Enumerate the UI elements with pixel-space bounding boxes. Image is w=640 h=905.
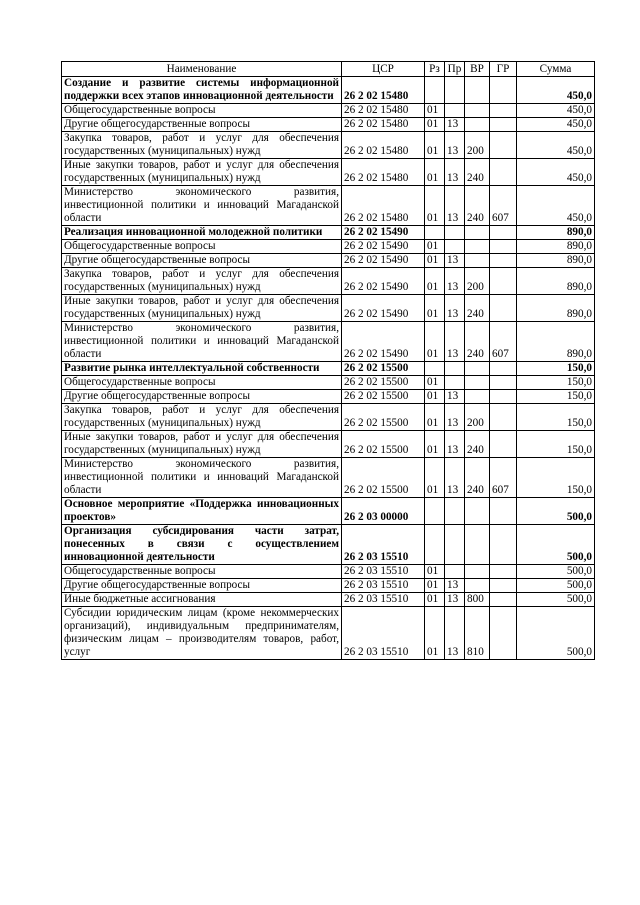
cell-vr: 240: [465, 431, 490, 458]
cell-vr: [465, 390, 490, 404]
budget-table: [61, 61, 595, 660]
table-row: [62, 458, 595, 498]
cell-rz: 01: [425, 404, 445, 431]
cell-rz: 01: [425, 159, 445, 186]
cell-rz: 01: [425, 268, 445, 295]
cell-rz: 01: [425, 458, 445, 498]
cell-csr: 26 2 02 15490: [342, 226, 425, 240]
cell-gr: [490, 607, 517, 660]
cell-sum: 150,0: [517, 458, 595, 498]
cell-name: Организация субсидирования части затрат, понесенных в связи с осуществлением инновационной деятельности: [62, 525, 342, 565]
cell-pr: 13: [445, 322, 465, 362]
cell-name: Министерство экономического развития, инвестиционной политики и инноваций Магаданской области: [62, 322, 342, 362]
cell-sum: 450,0: [517, 132, 595, 159]
cell-pr: [445, 376, 465, 390]
cell-pr: 13: [445, 159, 465, 186]
cell-sum: 450,0: [517, 104, 595, 118]
cell-csr: 26 2 03 00000: [342, 498, 425, 525]
cell-name: Закупка товаров, работ и услуг для обеспечения государственных (муниципальных) нужд: [62, 132, 342, 159]
table-row: [62, 431, 595, 458]
cell-vr: [465, 376, 490, 390]
cell-pr: 13: [445, 295, 465, 322]
cell-sum: 150,0: [517, 362, 595, 376]
cell-gr: [490, 77, 517, 104]
cell-pr: 13: [445, 593, 465, 607]
cell-name: Общегосударственные вопросы: [62, 104, 342, 118]
cell-pr: 13: [445, 458, 465, 498]
header-name: Наименование: [62, 62, 342, 77]
cell-rz: 01: [425, 322, 445, 362]
cell-gr: [490, 159, 517, 186]
cell-sum: 150,0: [517, 431, 595, 458]
cell-vr: [465, 226, 490, 240]
cell-name: Общегосударственные вопросы: [62, 240, 342, 254]
cell-csr: 26 2 02 15480: [342, 104, 425, 118]
cell-sum: 150,0: [517, 376, 595, 390]
table-row: [62, 565, 595, 579]
cell-pr: 13: [445, 404, 465, 431]
cell-name: Другие общегосударственные вопросы: [62, 118, 342, 132]
cell-pr: 13: [445, 118, 465, 132]
cell-name: Общегосударственные вопросы: [62, 565, 342, 579]
cell-name: Закупка товаров, работ и услуг для обеспечения государственных (муниципальных) нужд: [62, 268, 342, 295]
cell-name: Иные закупки товаров, работ и услуг для обеспечения государственных (муниципальных) нужд: [62, 295, 342, 322]
cell-rz: [425, 525, 445, 565]
cell-pr: [445, 104, 465, 118]
cell-vr: 200: [465, 268, 490, 295]
cell-gr: [490, 104, 517, 118]
cell-rz: 01: [425, 565, 445, 579]
cell-rz: [425, 362, 445, 376]
cell-gr: [490, 118, 517, 132]
table-row: [62, 295, 595, 322]
cell-gr: [490, 565, 517, 579]
cell-sum: 450,0: [517, 118, 595, 132]
cell-gr: [490, 404, 517, 431]
cell-rz: 01: [425, 240, 445, 254]
cell-gr: [490, 376, 517, 390]
cell-csr: 26 2 02 15490: [342, 295, 425, 322]
cell-csr: 26 2 02 15500: [342, 390, 425, 404]
cell-sum: 150,0: [517, 390, 595, 404]
table-row: [62, 362, 595, 376]
header-gr: ГР: [490, 62, 517, 77]
cell-name: Иные закупки товаров, работ и услуг для обеспечения государственных (муниципальных) нужд: [62, 159, 342, 186]
cell-name: Создание и развитие системы информационной поддержки всех этапов инновационной деятельности: [62, 77, 342, 104]
header-rz: Рз: [425, 62, 445, 77]
cell-csr: 26 2 02 15480: [342, 159, 425, 186]
table-row: [62, 118, 595, 132]
cell-name: Развитие рынка интеллектуальной собственности: [62, 362, 342, 376]
table-row: [62, 159, 595, 186]
table-row: [62, 240, 595, 254]
cell-name: Закупка товаров, работ и услуг для обеспечения государственных (муниципальных) нужд: [62, 404, 342, 431]
table-row: [62, 498, 595, 525]
cell-sum: 890,0: [517, 268, 595, 295]
cell-gr: [490, 268, 517, 295]
cell-gr: 607: [490, 322, 517, 362]
cell-vr: [465, 104, 490, 118]
table-row: [62, 525, 595, 565]
cell-gr: [490, 132, 517, 159]
cell-pr: 13: [445, 254, 465, 268]
cell-rz: 01: [425, 132, 445, 159]
cell-csr: 26 2 02 15480: [342, 118, 425, 132]
cell-sum: 450,0: [517, 186, 595, 226]
cell-csr: 26 2 03 15510: [342, 565, 425, 579]
cell-vr: [465, 118, 490, 132]
cell-vr: [465, 565, 490, 579]
cell-vr: 240: [465, 186, 490, 226]
cell-rz: 01: [425, 607, 445, 660]
table-header-row: [62, 62, 595, 77]
cell-name: Другие общегосударственные вопросы: [62, 579, 342, 593]
cell-csr: 26 2 02 15500: [342, 376, 425, 390]
cell-vr: 200: [465, 132, 490, 159]
cell-rz: 01: [425, 376, 445, 390]
cell-gr: [490, 240, 517, 254]
header-sum: Сумма: [517, 62, 595, 77]
cell-sum: 890,0: [517, 226, 595, 240]
cell-gr: [490, 226, 517, 240]
table-row: [62, 593, 595, 607]
cell-vr: 240: [465, 159, 490, 186]
cell-name: Министерство экономического развития, инвестиционной политики и инноваций Магаданской области: [62, 458, 342, 498]
cell-sum: 890,0: [517, 254, 595, 268]
cell-name: Реализация инновационной молодежной политики: [62, 226, 342, 240]
cell-name: Иные бюджетные ассигнования: [62, 593, 342, 607]
cell-gr: [490, 254, 517, 268]
cell-vr: [465, 525, 490, 565]
cell-gr: 607: [490, 186, 517, 226]
cell-vr: 240: [465, 322, 490, 362]
cell-rz: 01: [425, 295, 445, 322]
cell-sum: 500,0: [517, 579, 595, 593]
cell-gr: [490, 525, 517, 565]
cell-pr: [445, 565, 465, 579]
cell-rz: 01: [425, 104, 445, 118]
cell-csr: 26 2 02 15490: [342, 254, 425, 268]
table-body: [62, 77, 595, 660]
cell-csr: 26 2 02 15490: [342, 240, 425, 254]
cell-name: Общегосударственные вопросы: [62, 376, 342, 390]
cell-name: Другие общегосударственные вопросы: [62, 390, 342, 404]
cell-name: Другие общегосударственные вопросы: [62, 254, 342, 268]
cell-vr: 240: [465, 295, 490, 322]
cell-sum: 890,0: [517, 295, 595, 322]
cell-rz: 01: [425, 118, 445, 132]
cell-pr: [445, 77, 465, 104]
cell-sum: 500,0: [517, 565, 595, 579]
cell-csr: 26 2 02 15490: [342, 268, 425, 295]
cell-gr: 607: [490, 458, 517, 498]
cell-csr: 26 2 02 15480: [342, 77, 425, 104]
table-row: [62, 268, 595, 295]
table-row: [62, 132, 595, 159]
cell-csr: 26 2 02 15490: [342, 322, 425, 362]
table-row: [62, 77, 595, 104]
cell-pr: 13: [445, 607, 465, 660]
cell-csr: 26 2 03 15510: [342, 593, 425, 607]
cell-csr: 26 2 03 15510: [342, 525, 425, 565]
cell-pr: 13: [445, 579, 465, 593]
table-row: [62, 579, 595, 593]
cell-csr: 26 2 02 15500: [342, 404, 425, 431]
cell-pr: [445, 362, 465, 376]
cell-csr: 26 2 03 15510: [342, 607, 425, 660]
cell-vr: [465, 498, 490, 525]
cell-pr: 13: [445, 431, 465, 458]
cell-gr: [490, 579, 517, 593]
cell-vr: [465, 362, 490, 376]
cell-name: Субсидии юридическим лицам (кроме некоммерческих организаций), индивидуальным предпринимателям, физическим лицам – производителям товаров, работ, услуг: [62, 607, 342, 660]
cell-name: Министерство экономического развития, инвестиционной политики и инноваций Магаданской области: [62, 186, 342, 226]
cell-vr: 810: [465, 607, 490, 660]
cell-gr: [490, 390, 517, 404]
table-row: [62, 390, 595, 404]
cell-vr: 800: [465, 593, 490, 607]
cell-csr: 26 2 02 15500: [342, 362, 425, 376]
cell-sum: 890,0: [517, 322, 595, 362]
cell-rz: [425, 498, 445, 525]
cell-pr: [445, 226, 465, 240]
cell-csr: 26 2 02 15500: [342, 458, 425, 498]
cell-name: Иные закупки товаров, работ и услуг для обеспечения государственных (муниципальных) нужд: [62, 431, 342, 458]
cell-gr: [490, 498, 517, 525]
header-pr: Пр: [445, 62, 465, 77]
cell-rz: 01: [425, 593, 445, 607]
cell-sum: 890,0: [517, 240, 595, 254]
cell-vr: [465, 240, 490, 254]
cell-sum: 500,0: [517, 498, 595, 525]
cell-vr: 240: [465, 458, 490, 498]
cell-gr: [490, 295, 517, 322]
cell-sum: 500,0: [517, 525, 595, 565]
table-row: [62, 254, 595, 268]
cell-rz: [425, 77, 445, 104]
cell-sum: 150,0: [517, 404, 595, 431]
cell-pr: [445, 498, 465, 525]
cell-gr: [490, 431, 517, 458]
cell-gr: [490, 593, 517, 607]
cell-name: Основное мероприятие «Поддержка инновационных проектов»: [62, 498, 342, 525]
cell-rz: 01: [425, 186, 445, 226]
cell-csr: 26 2 02 15480: [342, 186, 425, 226]
table-row: [62, 186, 595, 226]
table-row: [62, 404, 595, 431]
table-row: [62, 322, 595, 362]
cell-sum: 450,0: [517, 159, 595, 186]
budget-table-page: [61, 61, 594, 660]
table-row: [62, 376, 595, 390]
cell-vr: [465, 254, 490, 268]
table-row: [62, 104, 595, 118]
cell-vr: [465, 77, 490, 104]
cell-pr: [445, 525, 465, 565]
cell-pr: 13: [445, 132, 465, 159]
cell-pr: 13: [445, 186, 465, 226]
header-csr: ЦСР: [342, 62, 425, 77]
cell-pr: [445, 240, 465, 254]
cell-rz: 01: [425, 431, 445, 458]
cell-rz: [425, 226, 445, 240]
cell-csr: 26 2 02 15480: [342, 132, 425, 159]
cell-rz: 01: [425, 579, 445, 593]
cell-pr: 13: [445, 268, 465, 295]
cell-rz: 01: [425, 254, 445, 268]
cell-gr: [490, 362, 517, 376]
cell-pr: 13: [445, 390, 465, 404]
cell-vr: 200: [465, 404, 490, 431]
table-row: [62, 226, 595, 240]
table-row: [62, 607, 595, 660]
cell-sum: 500,0: [517, 607, 595, 660]
header-vr: ВР: [465, 62, 490, 77]
cell-sum: 500,0: [517, 593, 595, 607]
cell-vr: [465, 579, 490, 593]
cell-csr: 26 2 02 15500: [342, 431, 425, 458]
cell-rz: 01: [425, 390, 445, 404]
cell-sum: 450,0: [517, 77, 595, 104]
cell-csr: 26 2 03 15510: [342, 579, 425, 593]
